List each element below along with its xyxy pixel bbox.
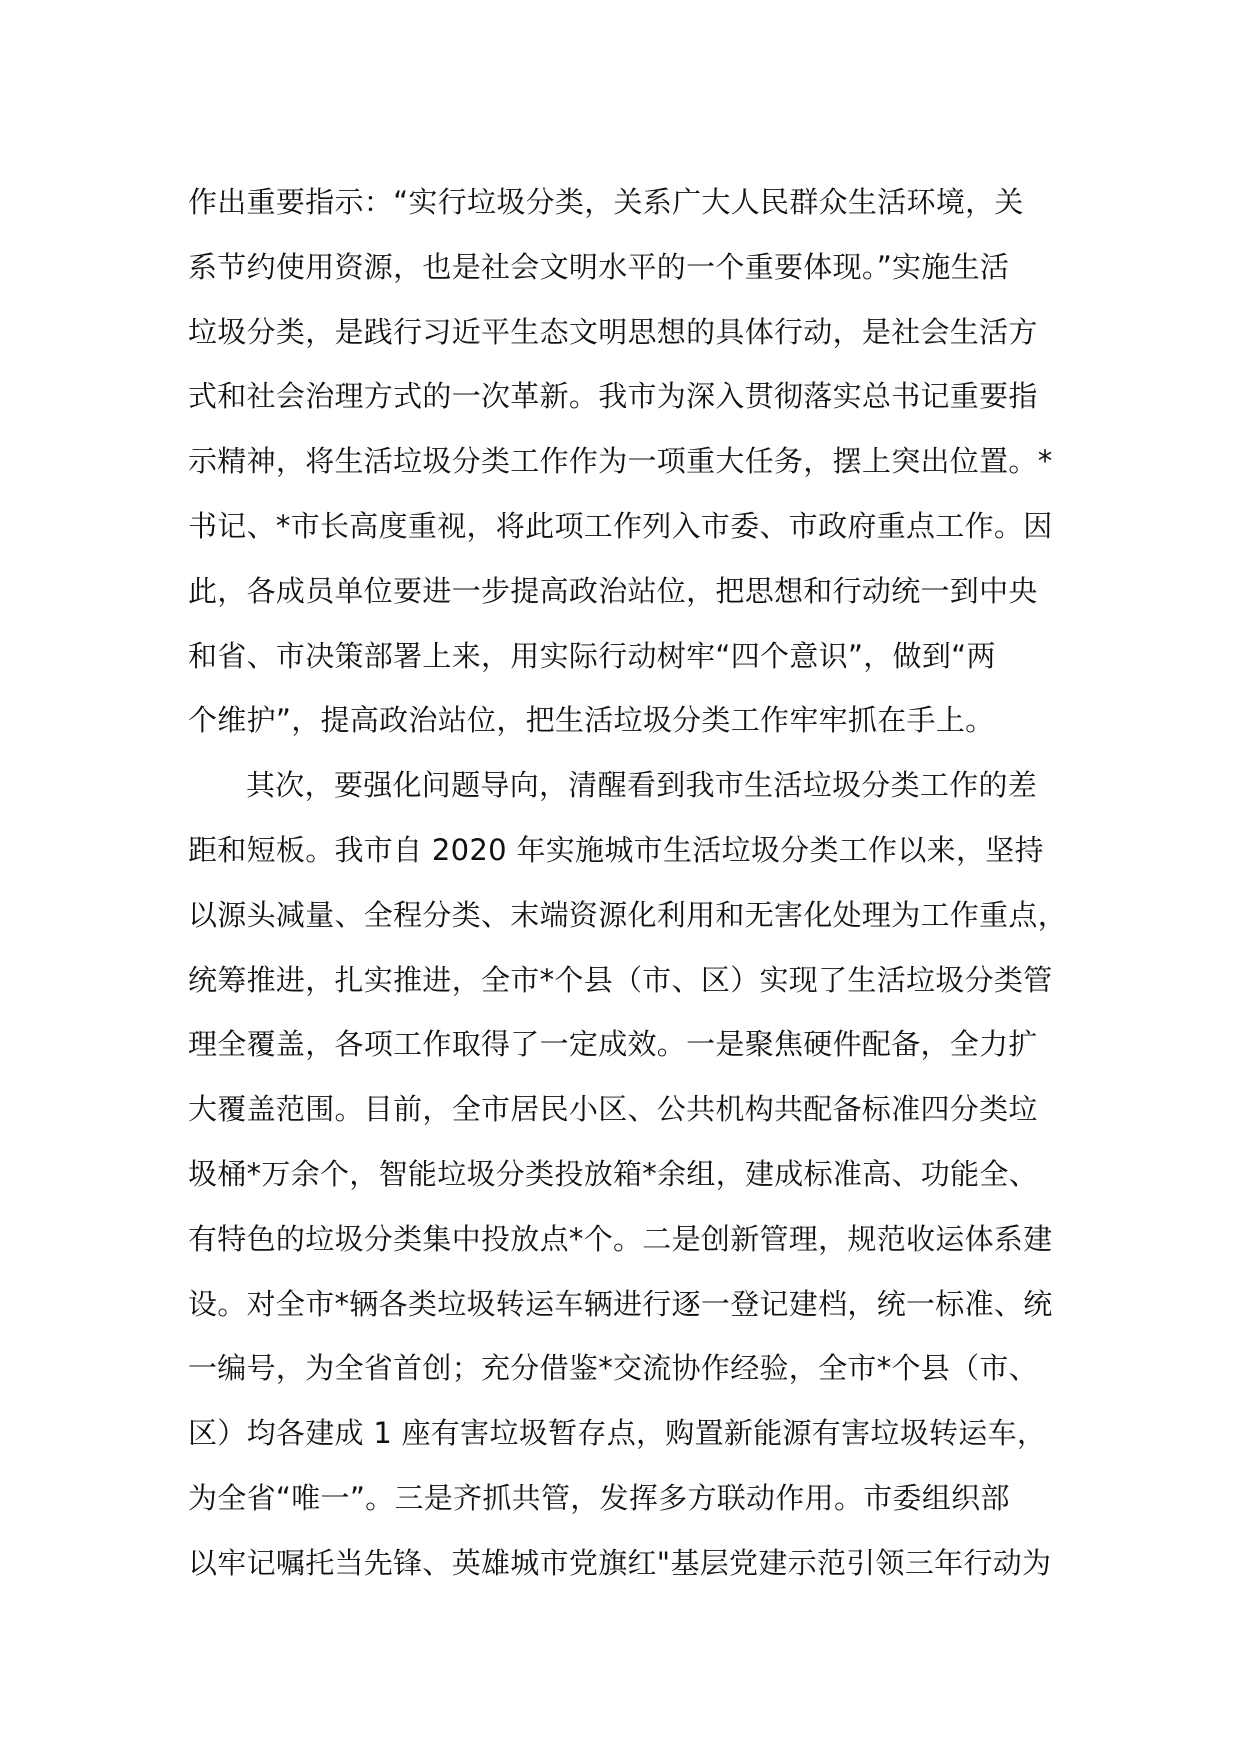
text-line: 系节约使用资源，也是社会文明水平的一个重要体现。”实施生活 bbox=[188, 249, 1010, 284]
text-line: 示精神，将生活垃圾分类工作作为一项重大任务，摆上突出位置。* bbox=[188, 444, 1053, 479]
body-text bbox=[188, 170, 1088, 1596]
paragraph-1 bbox=[188, 170, 1088, 753]
text-line: 大覆盖范围。目前，全市居民小区、公共机构共配备标准四分类垃 bbox=[188, 1092, 1038, 1127]
text-line: 和省、市决策部署上来，用实际行动树牢“四个意识”，做到“两 bbox=[188, 638, 996, 673]
text-line: 有特色的垃圾分类集中投放点*个。二是创新管理，规范收运体系建 bbox=[188, 1221, 1053, 1256]
text-line-first: 其次，要强化问题导向，清醒看到我市生活垃圾分类工作的差 bbox=[246, 768, 1038, 803]
text-line: 垃圾分类，是践行习近平生态文明思想的具体行动，是社会生活方 bbox=[188, 314, 1038, 349]
text-line: 书记、*市长高度重视，将此项工作列入市委、市政府重点工作。因 bbox=[188, 508, 1053, 543]
text-line: 作出重要指示：“实行垃圾分类，关系广大人民群众生活环境，关 bbox=[188, 185, 1024, 219]
text-line: 统筹推进，扎实推进，全市*个县（市、区）实现了生活垃圾分类管 bbox=[188, 962, 1053, 997]
text-line: 圾桶*万余个，智能垃圾分类投放箱*余组，建成标准高、功能全、 bbox=[188, 1156, 1039, 1191]
text-line: 一编号，为全省首创；充分借鉴*交流协作经验，全市*个县（市、 bbox=[188, 1351, 1039, 1386]
text-line: 为全省“唯一”。三是齐抓共管，发挥多方联动作用。市委组织部 bbox=[188, 1480, 1010, 1515]
paragraph-2 bbox=[188, 753, 1088, 1595]
text-line: 个维护”，提高政治站位，把生活垃圾分类工作牢牢抓在手上。 bbox=[188, 703, 995, 738]
text-line: 设。对全市*辆各类垃圾转运车辆进行逐一登记建档，统一标准、统 bbox=[188, 1286, 1053, 1321]
text-line: 以牢记嘱托当先锋、英雄城市党旗红"基层党建示范引领三年行动为 bbox=[188, 1545, 1052, 1580]
text-line: 理全覆盖，各项工作取得了一定成效。一是聚焦硬件配备，全力扩 bbox=[188, 1027, 1038, 1062]
text-line: 式和社会治理方式的一次革新。我市为深入贯彻落实总书记重要指 bbox=[188, 379, 1038, 414]
text-line: 此，各成员单位要进一步提高政治站位，把思想和行动统一到中央 bbox=[188, 573, 1038, 608]
text-line: 以源头减量、全程分类、末端资源化利用和无害化处理为工作重点， bbox=[188, 897, 1068, 932]
text-line: 距和短板。我市自 2020 年实施城市生活垃圾分类工作以来，坚持 bbox=[188, 832, 1044, 867]
text-line: 区）均各建成 1 座有害垃圾暂存点，购置新能源有害垃圾转运车， bbox=[188, 1416, 1047, 1451]
